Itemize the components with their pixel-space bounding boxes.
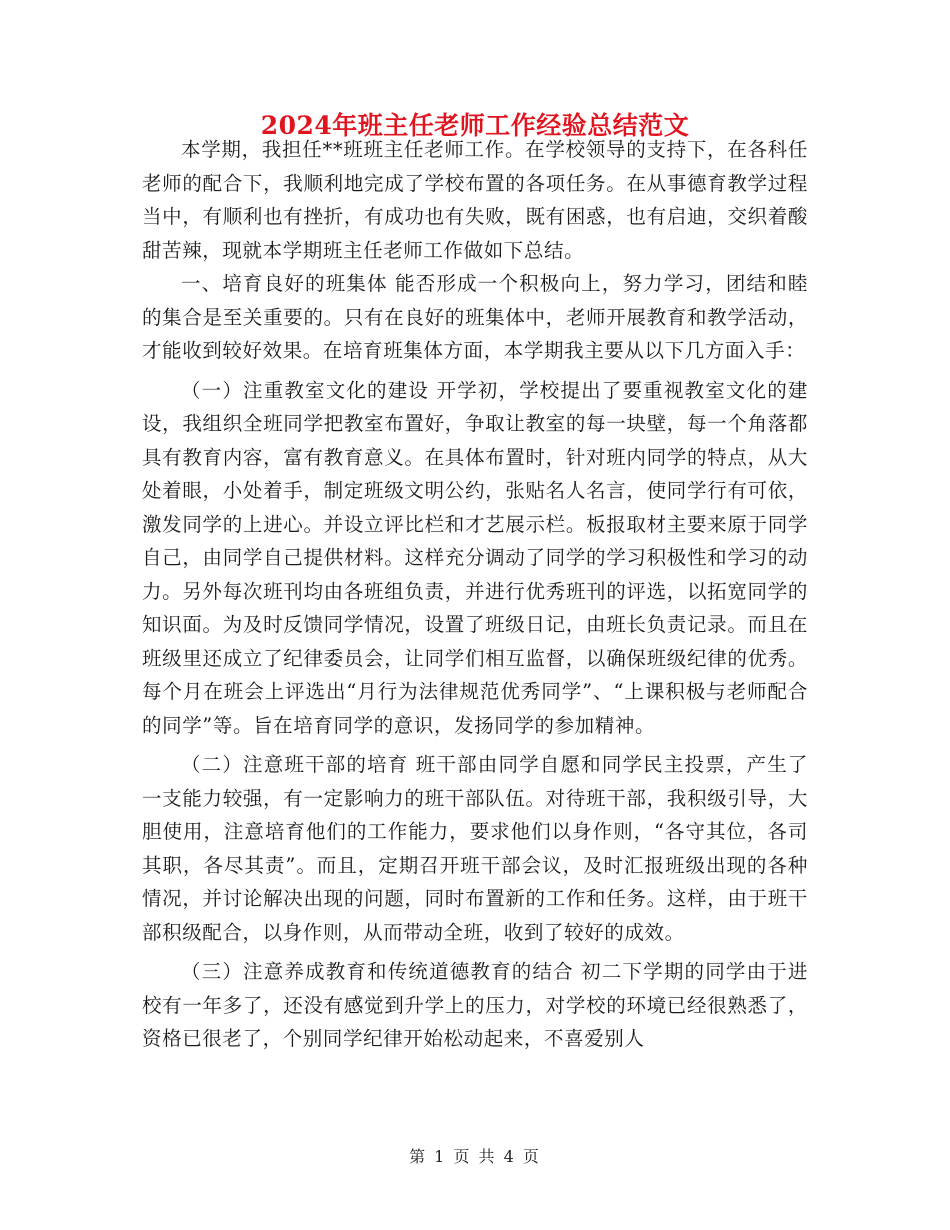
- document-body: [142, 133, 808, 1056]
- paragraph-class-cadres: （二）注意班干部的培育 班干部由同学自愿和同学民主投票，产生了一支能力较强，有一定影响力的班干部队伍。对待班干部，我积级引导，大胆使用，注意培育他们的工作能力，要求他们以身作则，“各守其位，各司其职，各尽其责”。而且，定期召开班干部会议，及时汇报班级出现的各种情况，并讨论解决出现的问题，同时布置新的工作和任务。这样，由于班干部积级配合，以身作则，从而带动全班，收到了较好的成效。: [142, 753, 808, 944]
- document-title: 2024年班主任老师工作经验总结范文: [260, 111, 690, 140]
- paragraph-classroom-culture: （一）注重教室文化的建设 开学初，学校提出了要重视教室文化的建设，我组织全班同学把教室布置好，争取让教室的每一块壁，每一个角落都具有教育内容，富有教育意义。在具体布置时，针对班内同学的特点，从大处着眼，小处着手，制定班级文明公约，张贴名人名言，使同学行有可依，激发同学的上进心。并设立评比栏和才艺展示栏。板报取材主要来原于同学自己，由同学自己提供材料。这样充分调动了同学的学习积极性和学习的动力。另外每次班刊均由各班组负责，并进行优秀班刊的评选，以拓宽同学的知识面。为及时反馈同学情况，设置了班级日记，由班长负责记录。而且在班级里还成立了纪律委员会，让同学们相互监督，以确保班级纪律的优秀。每个月在班会上评选出“月行为法律规范优秀同学”、“上课积极与老师配合的同学”等。旨在培育同学的意识，发扬同学的参加精神。: [142, 378, 808, 737]
- paragraph-section-1: 一、培育良好的班集体 能否形成一个积极向上，努力学习，团结和睦的集合是至关重要的。只有在良好的班集体中，老师开展教育和教学活动，才能收到较好效果。在培育班集体方面，本学期我主要从以下几方面入手：: [142, 272, 808, 362]
- page-number-footer: 第 1 页 共 4 页: [409, 1147, 541, 1166]
- paragraph-intro: 本学期，我担任**班班主任老师工作。在学校领导的支持下，在各科任老师的配合下，我顺利地完成了学校布置的各项任务。在从事德育教学过程当中，有顺利也有挫折，有成功也有失败，既有困惑，也有启迪，交织着酸甜苦辣，现就本学期班主任老师工作做如下总结。: [142, 138, 808, 262]
- paragraph-habit-education: （三）注意养成教育和传统道德教育的结合 初二下学期的同学由于进校有一年多了，还没有感觉到升学上的压力，对学校的环境已经很熟悉了，资格已很老了，个别同学纪律开始松动起来，不喜爱别人: [142, 960, 808, 1050]
